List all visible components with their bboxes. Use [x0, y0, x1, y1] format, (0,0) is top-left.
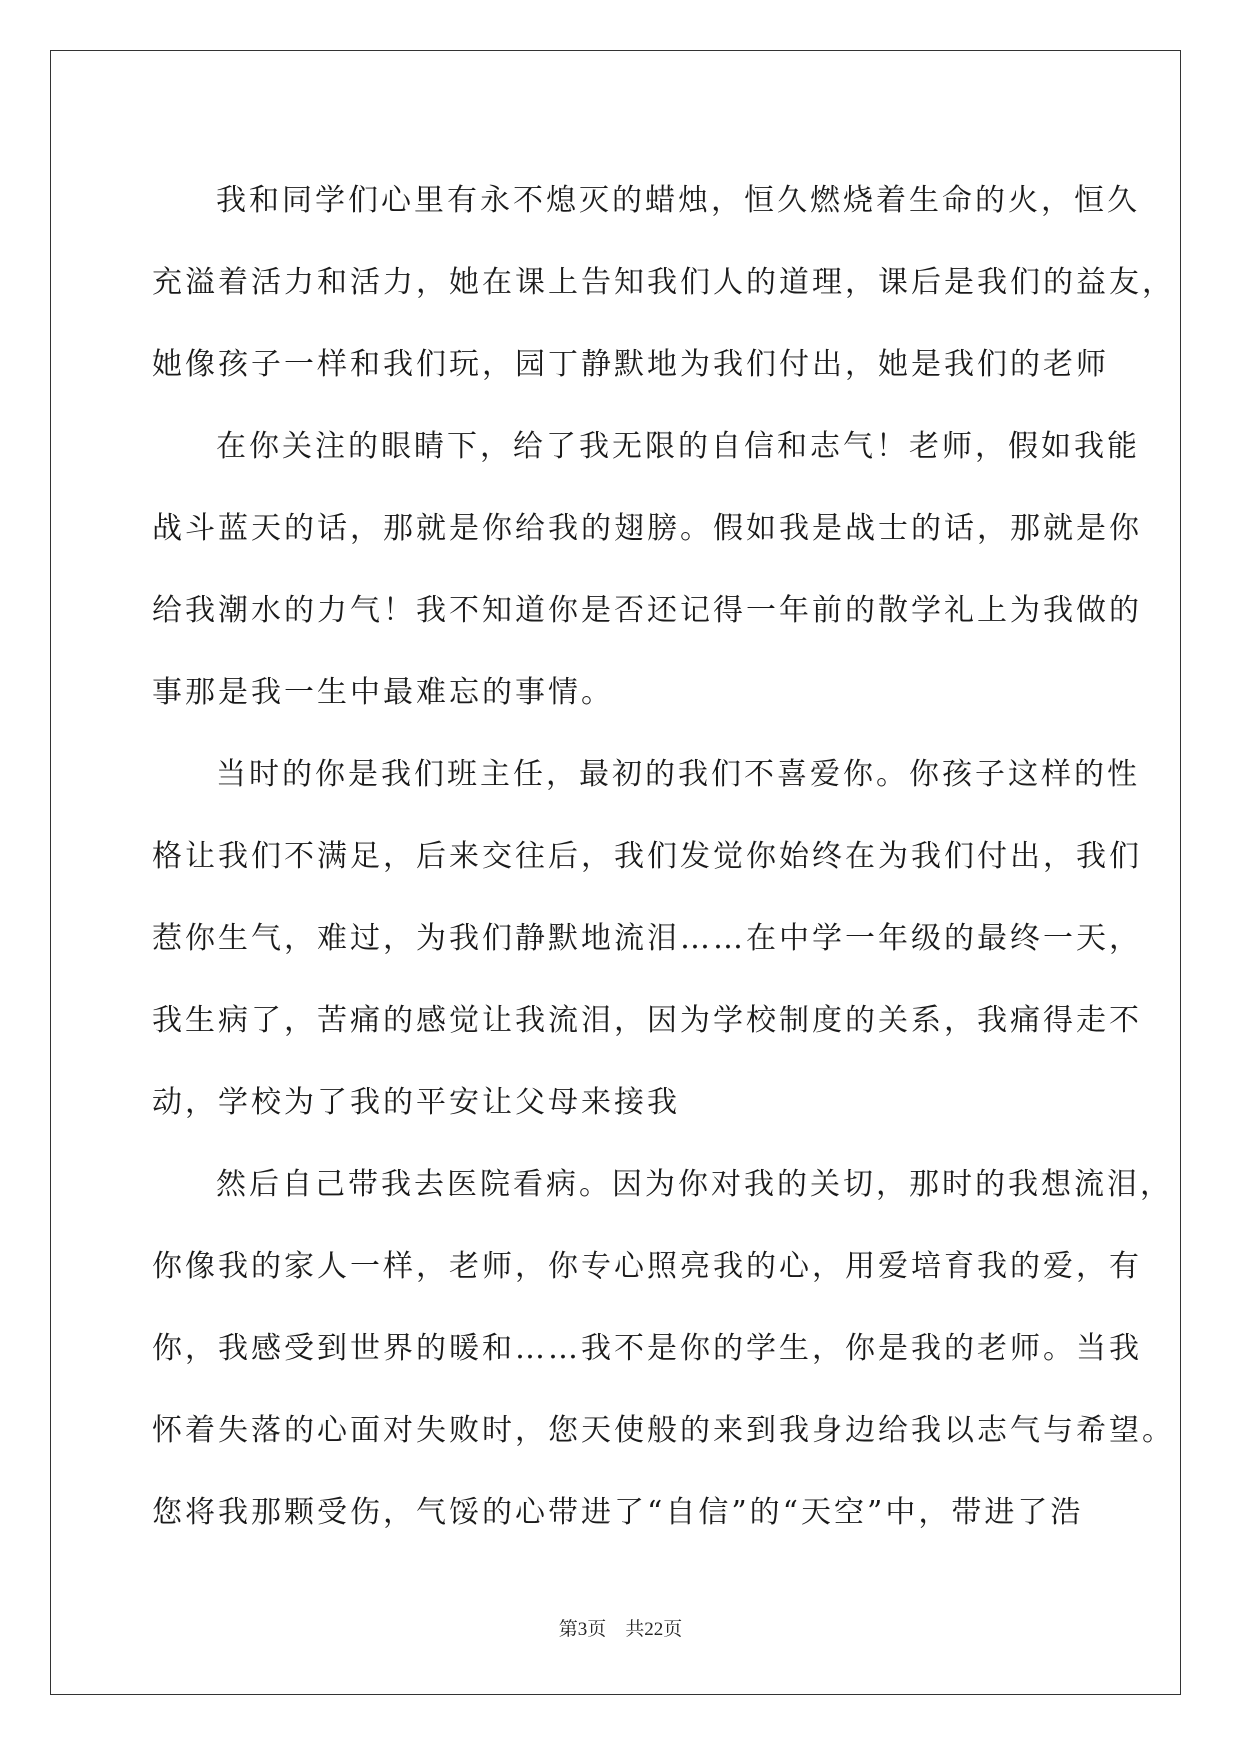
text-line: 格让我们不满足，后来交往后，我们发觉你始终在为我们付出，我们	[152, 839, 1142, 874]
text-line: 在你关注的眼睛下，给了我无限的自信和志气！老师，假如我能	[216, 429, 1140, 464]
text-line: 我和同学们心里有永不熄灭的蜡烛，恒久燃烧着生命的火，恒久	[216, 183, 1140, 218]
paragraph-2	[152, 406, 1142, 734]
paragraph-1	[152, 160, 1175, 406]
text-line: 您将我那颗受伤，气馁的心带进了“自信”的“天空”中，带进了浩	[152, 1495, 1084, 1530]
paragraph-4	[152, 1144, 1175, 1554]
text-line: 然后自己带我去医院看病。因为你对我的关切，那时的我想流泪，	[216, 1167, 1173, 1202]
text-line: 我生病了，苦痛的感觉让我流泪，因为学校制度的关系，我痛得走不	[152, 1003, 1142, 1038]
text-line: 她像孩子一样和我们玩，园丁静默地为我们付出，她是我们的老师	[152, 347, 1109, 382]
text-line: 战斗蓝天的话，那就是你给我的翅膀。假如我是战士的话，那就是你	[152, 511, 1142, 546]
document-body	[152, 160, 1175, 1554]
text-line: 当时的你是我们班主任，最初的我们不喜爱你。你孩子这样的性	[216, 757, 1140, 792]
page-number-footer: 第3页 共22页	[558, 1619, 683, 1640]
text-line: 怀着失落的心面对失败时，您天使般的来到我身边给我以志气与希望。	[152, 1413, 1175, 1448]
text-line: 你，我感受到世界的暖和……我不是你的学生，你是我的老师。当我	[152, 1331, 1142, 1366]
text-line: 你像我的家人一样，老师，你专心照亮我的心，用爱培育我的爱，有	[152, 1249, 1142, 1284]
text-line: 给我潮水的力气！我不知道你是否还记得一年前的散学礼上为我做的	[152, 593, 1142, 628]
text-line: 惹你生气，难过，为我们静默地流泪……在中学一年级的最终一天，	[152, 921, 1142, 956]
text-line: 事那是我一生中最难忘的事情。	[152, 675, 614, 710]
text-line: 动，学校为了我的平安让父母来接我	[152, 1085, 680, 1120]
text-line: 充溢着活力和活力，她在课上告知我们人的道理，课后是我们的益友，	[152, 265, 1175, 300]
paragraph-3	[152, 734, 1142, 1144]
